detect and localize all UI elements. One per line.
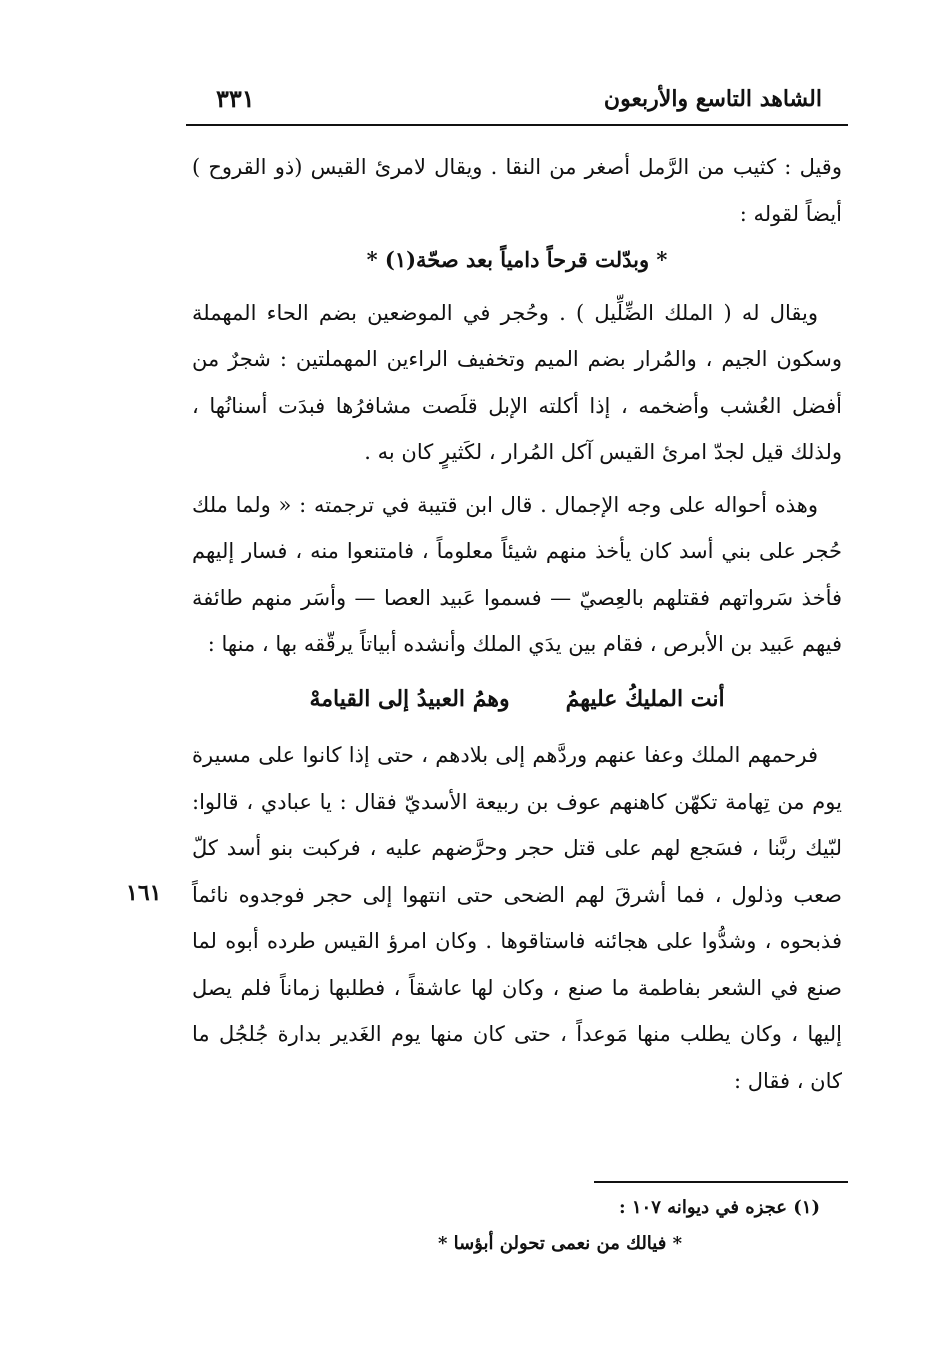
paragraph-2: ويقال له ( الملك الضِّلِّيل ) . وحُجر في الموضعين بضم الحاء المهملة وسكون الجيم ، والمُرار بضم الميم وتخفيف الراءين المهملتين : شجرٌ من أفضل العُشب وأضخمه ، إذا أكلته الإبل قلَصت مشافرُها فبدَت أسنانُها ، ولذلك قيل لجدّ امرئ القيس آكل المُرار ، لكَثيرٍ كان به . [192, 300, 842, 464]
margin-reference-number: ١٦١ [126, 880, 162, 906]
footnote-verse: * فيالك من نعمى تحولن أبؤسا * [437, 1233, 683, 1254]
main-text [192, 144, 842, 1104]
footnote [300, 1191, 820, 1261]
verse-hemistich-1: أنت المليكُ عليهمُ [565, 685, 725, 712]
header-rule [186, 124, 848, 126]
page-number: ٣٣١ [216, 84, 255, 113]
footnote-text: (١) عجزه في ديوانه ١٠٧ : [618, 1197, 820, 1218]
paragraph-1: وقيل : كثيب من الرَّمل أصغر من النقا . ويقال لامرئ القيس (ذو القروح ) أيضاً لقوله : [192, 155, 842, 226]
verse-line-1: * وبدّلت قرحاً دامياً بعد صحّة(١) * [366, 247, 668, 272]
running-header [186, 84, 848, 124]
verse-line-2 [192, 676, 842, 723]
verse-hemistich-2: وهمُ العبيدُ إلى القيامهْ [309, 685, 510, 712]
footnote-rule [594, 1181, 848, 1183]
paragraph-4: فرحمهم الملك وعفا عنهم وردَّهم إلى بلادهم ، حتى إذا كانوا على مسيرة يوم من تِهامة تكهّن كاهنهم عوف بن ربيعة الأسديّ فقال : يا عبادي ، قالوا: لبّيك ربَّنا ، فسَجع لهم على قتل حجر وحرَّضهم عليه ، فركبت بنو أسد كلّ صعب وذلول ، فما أشرقَ لهم الضحى حتى انتهوا إلى حجر فوجدوه نائماً فذبحوه ، وشدُّوا على هجائنه فاستاقوها . وكان امرؤ القيس طرده أبوه لما صنع في الشعر بفاطمة ما صنع ، وكان لها عاشقاً ، فطلبها زماناً فلم يصل إليها ، وكان يطلب منها مَوعداً ، حتى كان منها يوم الغَدير بدارة جُلجُل ما كان ، فقال : [192, 743, 842, 1093]
paragraph-3: وهذه أحواله على وجه الإجمال . قال ابن قتيبة في ترجمته : « ولما ملك حُجر على بني أسد كان يأخذ منهم شيئاً معلوماً ، فامتنعوا منه ، فسار إليهم فأخذ سَرواتهم فقتلهم بالعِصيّ — فسموا عَبيد العصا — وأسَر منهم طائفة فيهم عَبيد بن الأبرص ، فقام بين يدَي الملك وأنشده أبياتاً يرقّقه بها ، منها : [192, 492, 843, 656]
running-title: الشاهد التاسع والأربعون [603, 86, 822, 112]
